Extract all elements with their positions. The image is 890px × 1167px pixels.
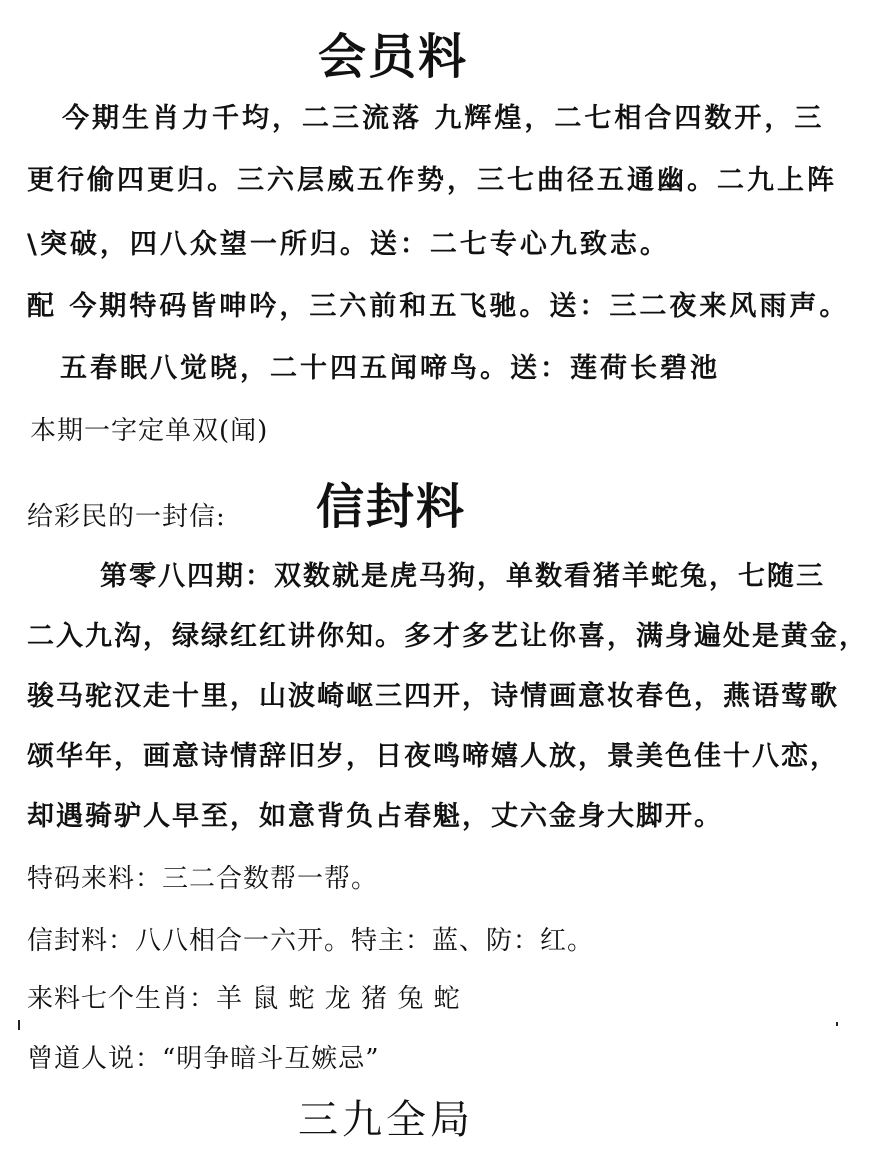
envelope-line-2: 二入九沟，绿绿红红讲你知。多才多艺让你喜，满身遍处是黄金， [27, 621, 868, 652]
members-line-2: 更行偷四更归。三六层威五作势，三七曲径五通幽。二九上阵 [27, 165, 837, 196]
members-line-5: 五春眠八觉晓，二十四五闻啼鸟。送：莲荷长碧池 [60, 353, 720, 384]
taoist-saying-line: 曾道人说：“明争暗斗互嫉忌” [27, 1044, 380, 1074]
envelope-material-line: 信封料：八八相合一六开。特主：蓝、防：红。 [27, 926, 595, 956]
members-line-3: \突破，四八众望一所归。送：二七专心九致志。 [27, 229, 670, 260]
envelope-intro: 给彩民的一封信: [27, 502, 226, 532]
envelope-line-3: 骏马驼汉走十里，山波崎岖三四开，诗情画意妆春色，燕语莺歌 [27, 681, 839, 712]
envelope-title: 信封料 [316, 479, 467, 535]
scan-speck [836, 1022, 838, 1026]
envelope-line-1: 第零八四期：双数就是虎马狗，单数看猪羊蛇兔，七随三 [100, 561, 825, 592]
seven-zodiacs-line: 来料七个生肖：羊 鼠 蛇 龙 猪 兔 蛇 [27, 984, 461, 1014]
members-title: 会员料 [318, 29, 469, 85]
envelope-line-4: 颂华年，画意诗情辞旧岁，日夜鸣啼嬉人放，景美色佳十八恋， [27, 741, 839, 772]
members-line-1: 今期生肖力千均，二三流落 九辉煌，二七相合四数开，三 [62, 103, 825, 134]
members-line-6: 本期一字定单双(闻) [30, 416, 269, 446]
members-line-4: 配 今期特码皆呻吟，三六前和五飞驰。送：三二夜来风雨声。 [27, 291, 850, 322]
scan-speck [18, 1020, 20, 1030]
envelope-line-5: 却遇骑驴人早至，如意背负占春魁，丈六金身大脚开。 [27, 801, 723, 832]
special-code-line: 特码来料：三二合数帮一帮。 [27, 864, 379, 894]
final-title: 三九全局 [298, 1097, 474, 1143]
